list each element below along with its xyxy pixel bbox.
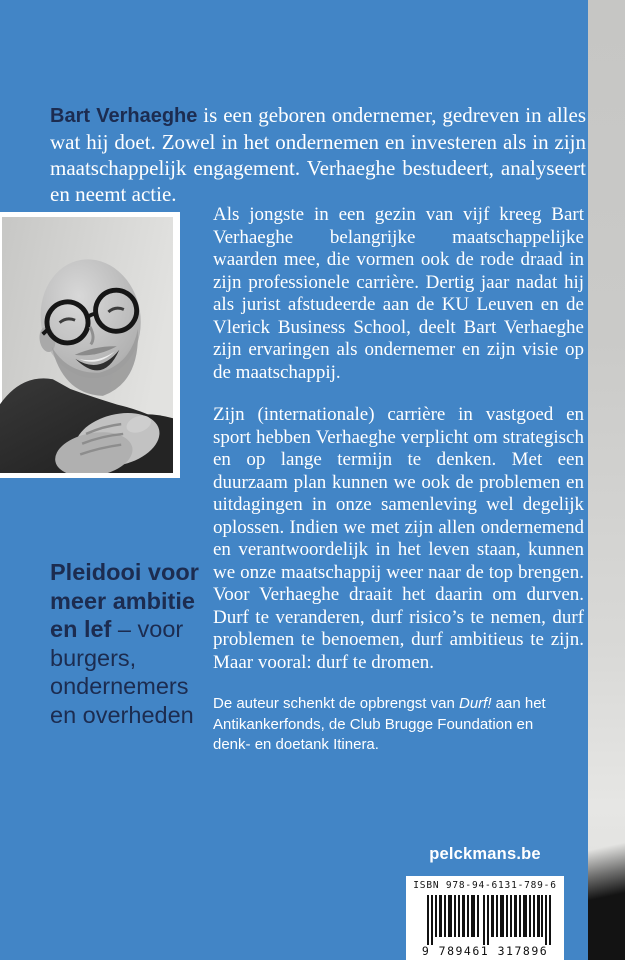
barcode-bars [412, 893, 558, 957]
author-portrait-photo [0, 212, 180, 478]
intro-text: is een geboren ondernemer, gedreven in alles wat hij doet. Zowel in het ondernemen en investeren als in zijn maatschappelijk engagement. Verhaeghe bestudeert, analyseert en neemt actie. [50, 103, 586, 206]
note-text-after: aan het Antikankerfonds, de Club Brugge Foundation en denk- en doetank Itinera. [213, 695, 546, 753]
author-portrait-illustration [0, 217, 175, 473]
donation-note [213, 694, 558, 756]
intro-paragraph [50, 102, 586, 207]
body-paragraph-1: Als jongste in een gezin van vijf kreeg Bart Verhaeghe belangrijke maatschappelijke waarden mee, die vormen ook de rode draad in zijn professionele carrière. Dertig jaar nadat hij als jurist afstudeerde aan de KU Leuven en de Vlerick Business School, deelt Bart Verhaeghe zijn ervaringen als ondernemer en zijn visie op de maatschappij. [213, 204, 584, 383]
cover-headline [50, 558, 208, 729]
isbn-number: ISBN 978-94-6131-789-6 [413, 880, 557, 891]
main-text-column [213, 204, 584, 756]
book-title-italic: Durf! [459, 695, 492, 712]
body-paragraph-2: Zijn (internationale) carrière in vastgoed en sport hebben Verhaeghe verplicht om strategisch en op lange termijn te denken. Met een duurzaam plan kunnen we ook de problemen en uitdagingen in onze samenleving wel degelijk oplossen. Indien we met zijn allen ondernemend en verantwoordelijk in het leven staan, kunnen we onze maatschappij weer naar de top brengen. Voor Verhaeghe draait het daarin om durven. Durf te veranderen, durf risico’s te nemen, durf problemen te benoemen, durf ambitieus te zijn. Maar vooral: durf te dromen. [213, 404, 584, 673]
ean-barcode [412, 893, 558, 957]
publisher-url: pelckmans.be [429, 845, 541, 863]
barcode-digits: 9 789461 317896 [421, 944, 549, 957]
headline-regular: – voor burgers, ondernemers en overheden [50, 616, 194, 728]
author-name: Bart Verhaeghe [50, 105, 198, 127]
headline-bold: Pleidooi voor meer ambitie en lef [50, 559, 199, 642]
isbn-block [406, 876, 564, 960]
backdrop-dark-corner [588, 800, 625, 960]
note-text-before: De auteur schenkt de opbrengst van [213, 695, 459, 712]
